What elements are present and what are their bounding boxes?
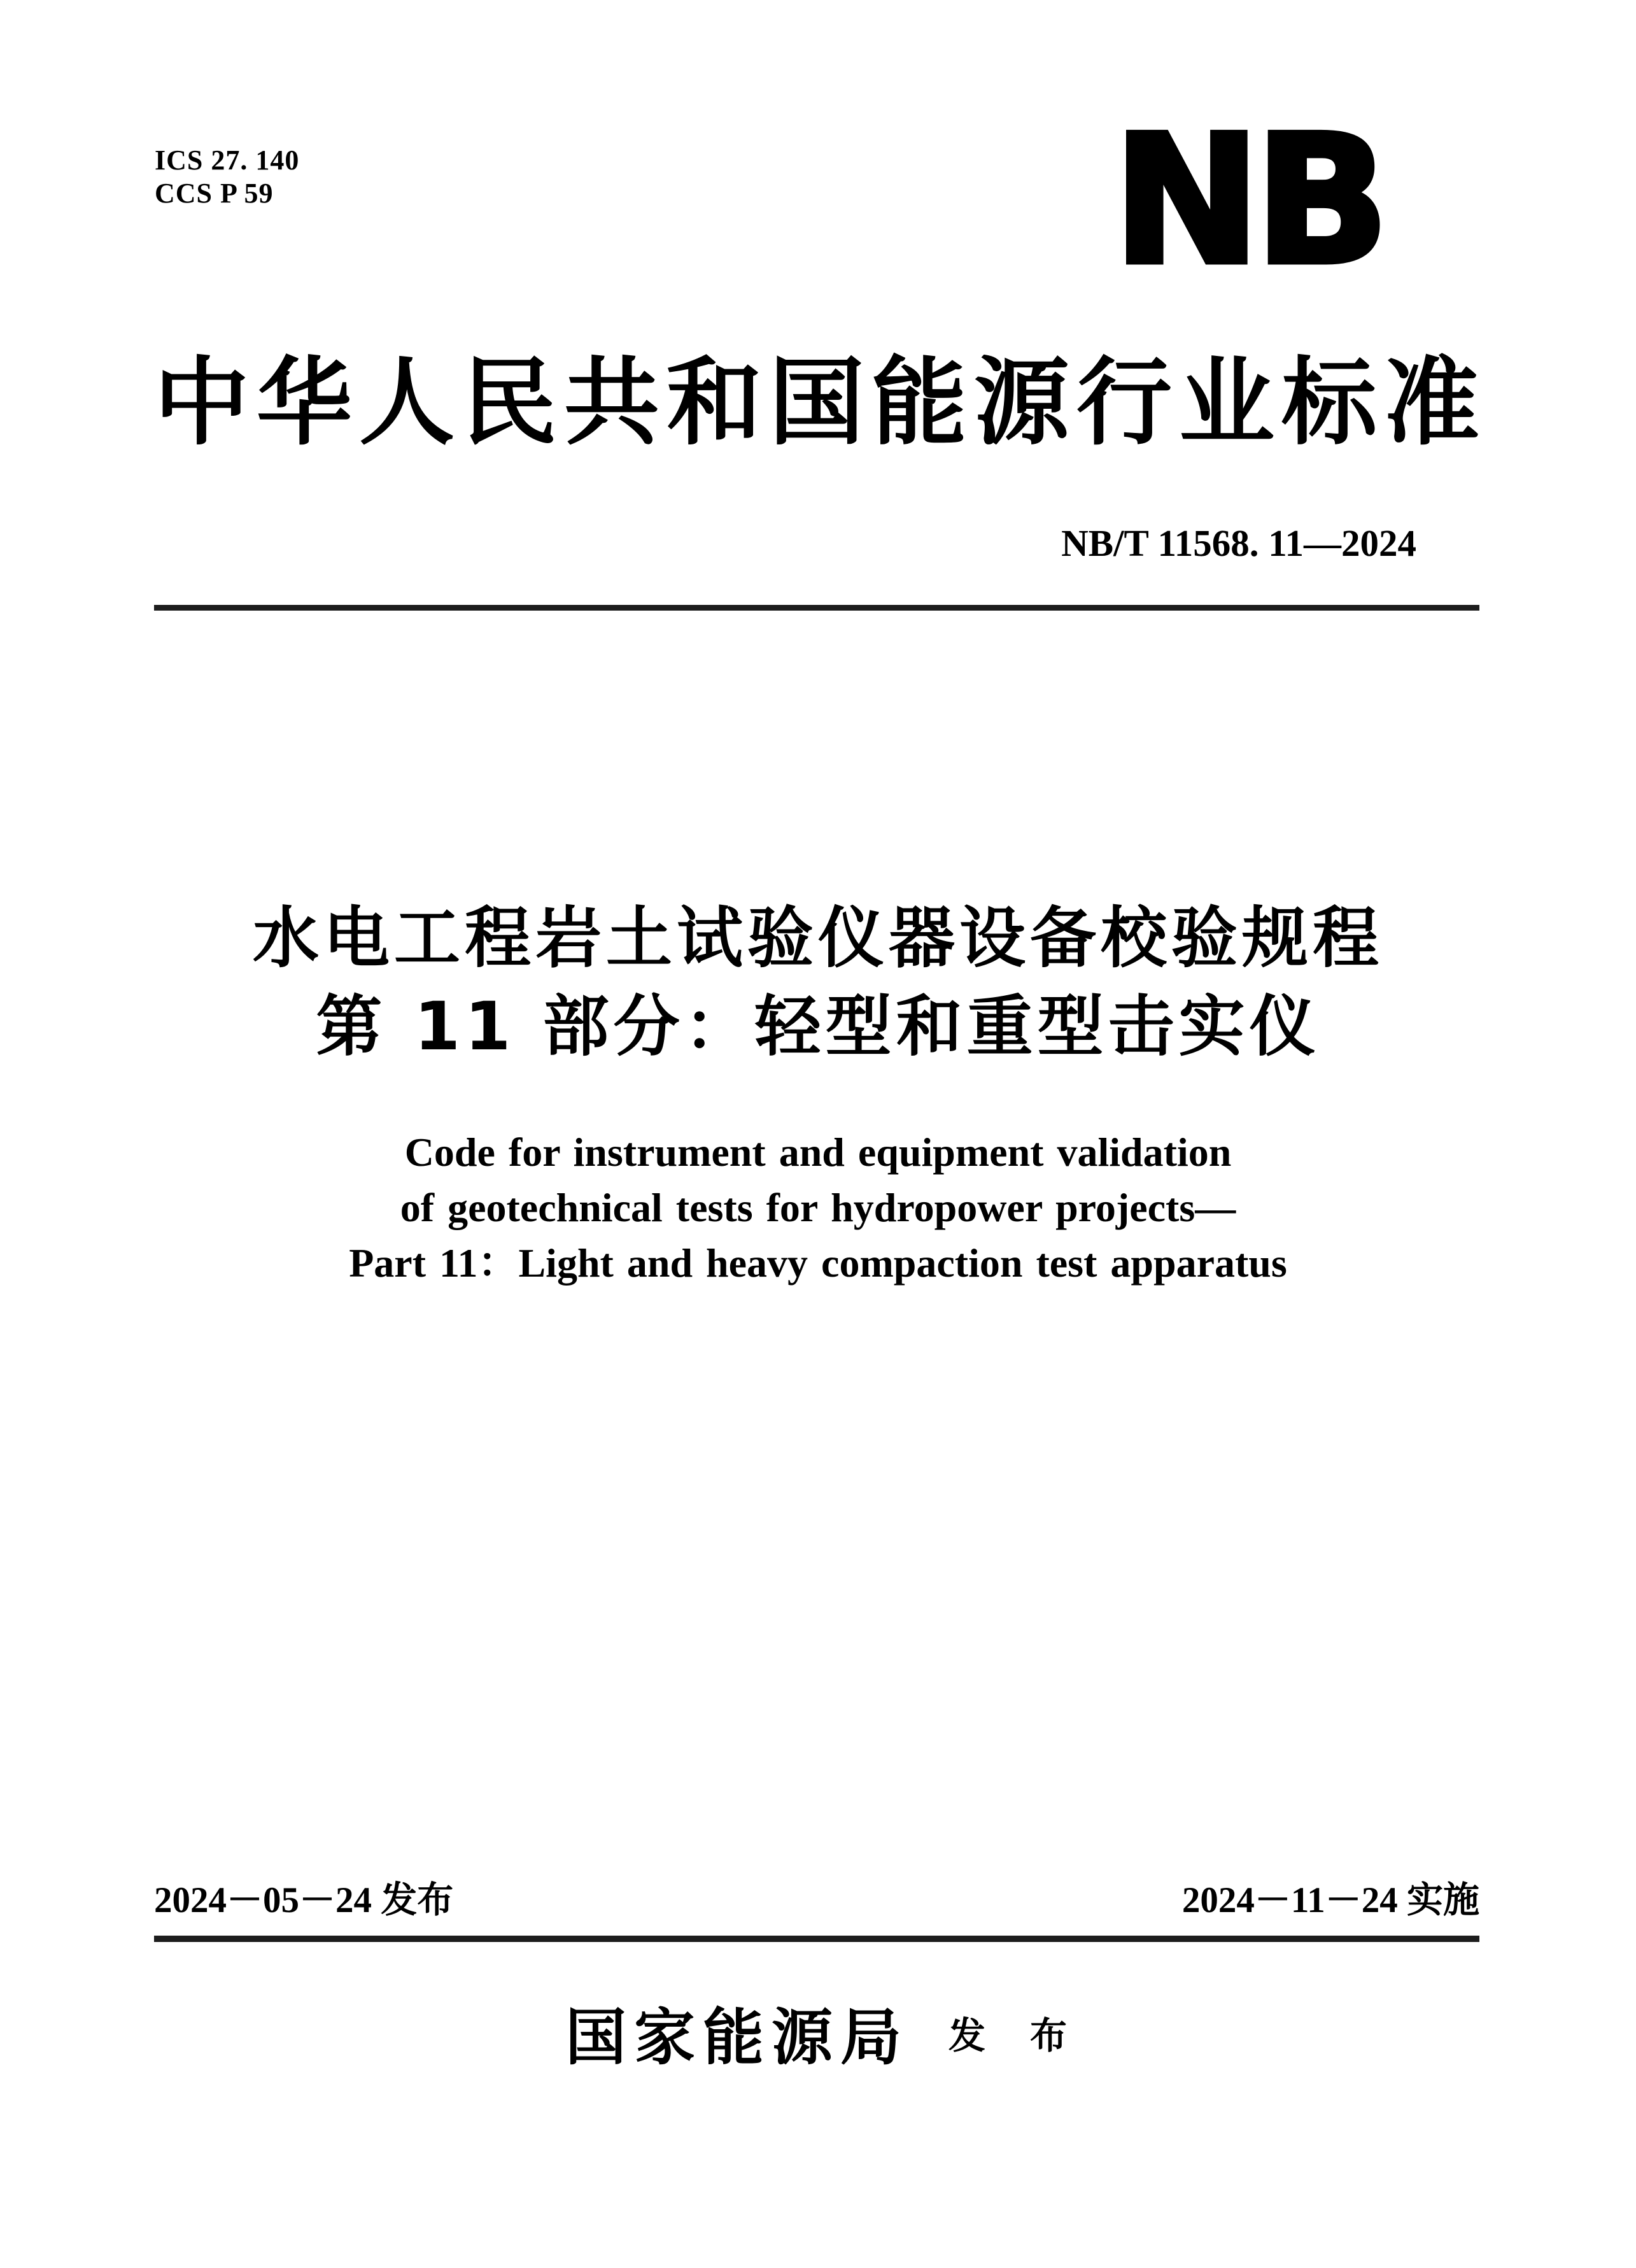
- standard-category-title: 中华人民共和国能源行业标准: [154, 351, 1479, 457]
- classification-codes: [155, 144, 299, 210]
- document-title-english-line1: Code for instrument and equipment validation: [404, 1130, 1232, 1175]
- publisher-row: [0, 2001, 1636, 2072]
- standard-number: NB/T 11568. 11—2024: [1061, 522, 1416, 564]
- header-divider-rule: [154, 605, 1479, 611]
- nb-logo: NB: [1113, 97, 1383, 304]
- publisher-name: 国家能源局: [565, 2003, 909, 2072]
- document-title-english-line2: of geotechnical tests for hydropower projects—: [400, 1185, 1236, 1230]
- ics-code: ICS 27. 140: [155, 145, 300, 176]
- ccs-code: CCS P 59: [155, 178, 274, 209]
- document-title-english-line3: Part 11：Light and heavy compaction test apparatus: [349, 1240, 1287, 1286]
- document-title-chinese: [0, 894, 1636, 1071]
- footer-divider-rule: [154, 1936, 1479, 1942]
- document-title-chinese-line2: 第 11 部分：轻型和重型击实仪: [316, 988, 1320, 1065]
- implementation-date: 2024－11－24 实施: [1181, 1880, 1479, 1920]
- document-title-chinese-line1: 水电工程岩土试验仪器设备校验规程: [252, 899, 1383, 977]
- document-title-english: [0, 1124, 1636, 1291]
- issue-date: 2024－05－24 发布: [154, 1880, 454, 1920]
- dates-row: [154, 1882, 1479, 1918]
- publish-label: 发 布: [948, 2015, 1071, 2057]
